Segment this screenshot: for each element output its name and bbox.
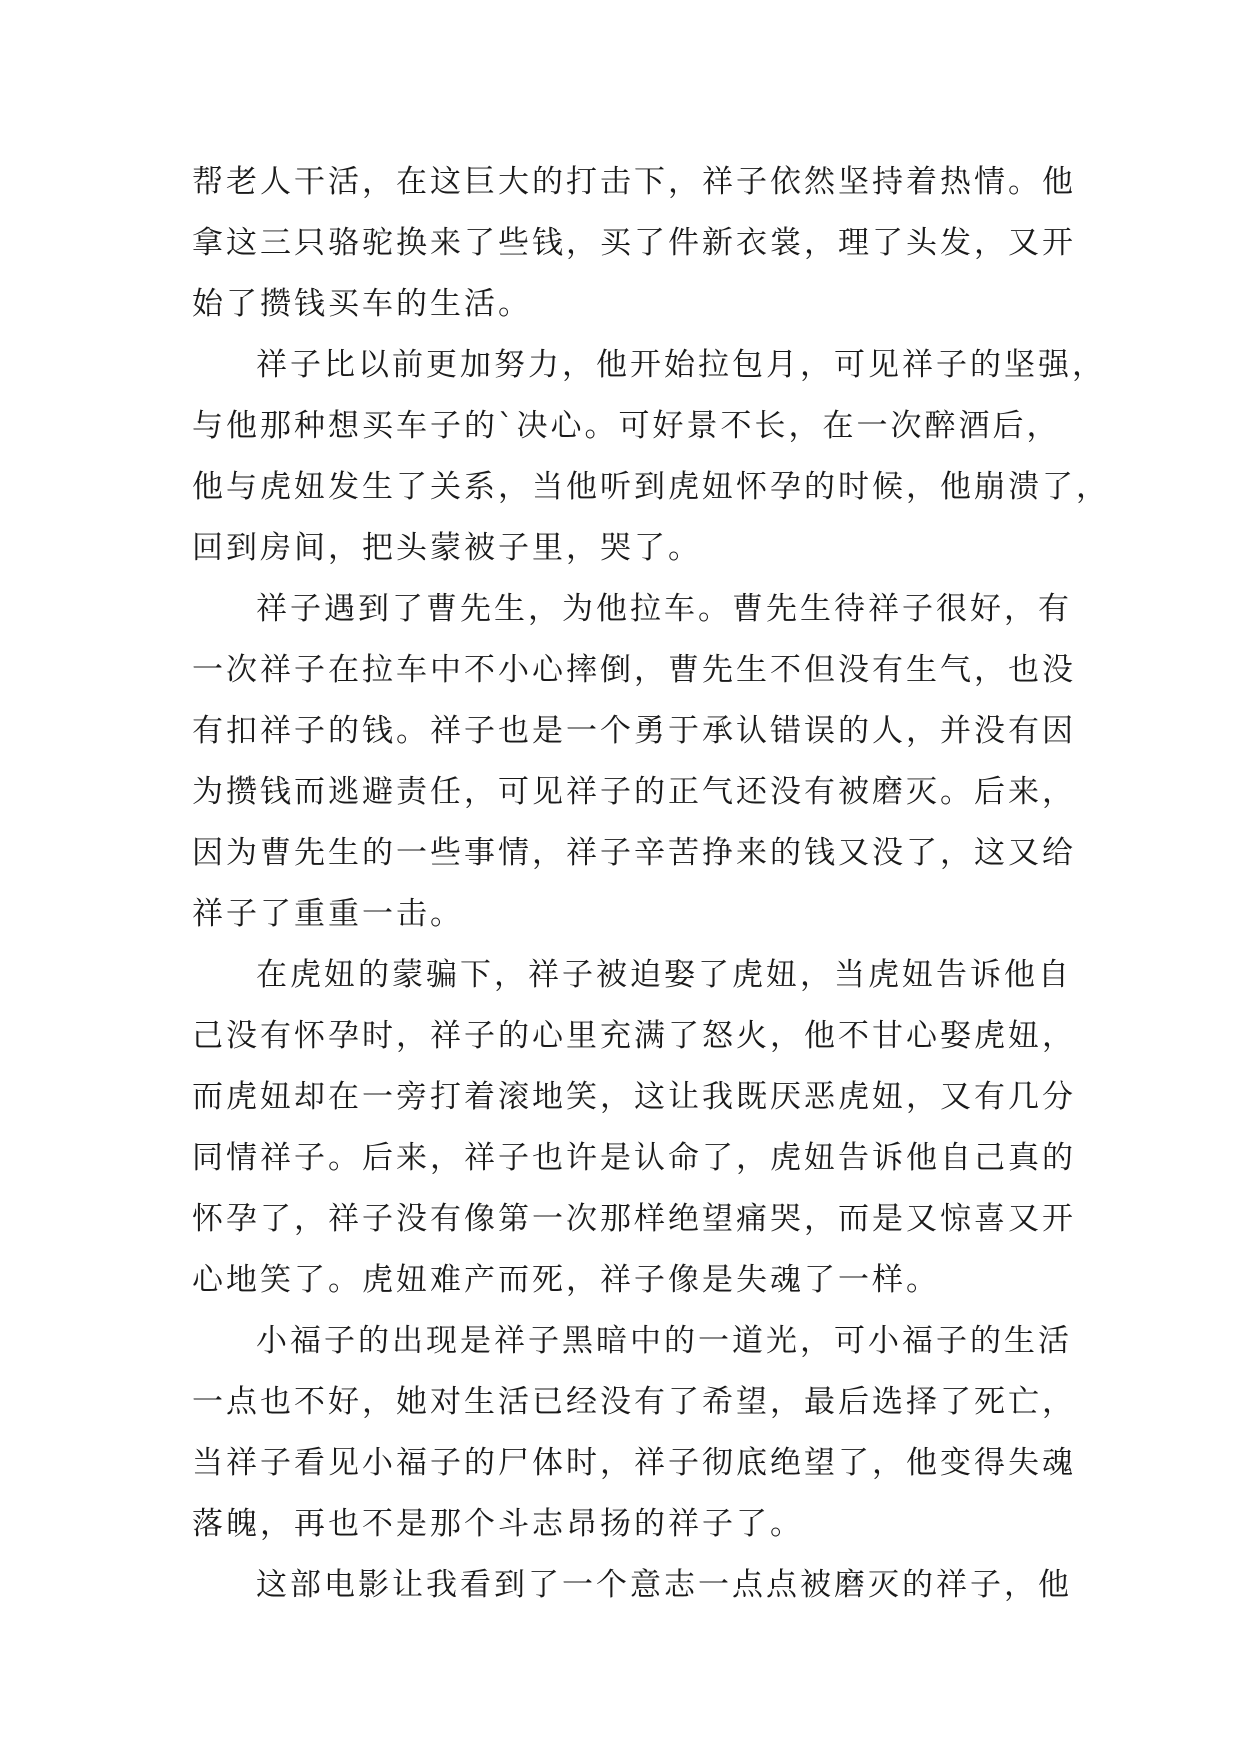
text-line: 祥子了重重一击。 — [192, 896, 464, 932]
paragraph — [192, 1555, 1072, 1616]
document-body — [192, 152, 1110, 1616]
paragraph — [192, 579, 1076, 945]
paragraph — [192, 335, 1110, 579]
text-line: 落魄，再也不是那个斗志昂扬的祥子了。 — [192, 1506, 804, 1542]
text-line: 同情祥子。后来，祥子也许是认命了，虎妞告诉他自己真的 — [192, 1140, 1076, 1176]
text-line: 拿这三只骆驼换来了些钱，买了件新衣裳，理了头发，又开 — [192, 225, 1076, 261]
text-line: 始了攒钱买车的生活。 — [192, 286, 532, 322]
text-line: 祥子比以前更加努力，他开始拉包月，可见祥子的坚强， — [256, 347, 1106, 383]
text-line: 回到房间，把头蒙被子里，哭了。 — [192, 530, 702, 566]
text-line: 怀孕了，祥子没有像第一次那样绝望痛哭，而是又惊喜又开 — [192, 1201, 1076, 1237]
text-line: 心地笑了。虎妞难产而死，祥子像是失魂了一样。 — [192, 1262, 940, 1298]
text-line: 一次祥子在拉车中不小心摔倒，曹先生不但没有生气，也没 — [192, 652, 1076, 688]
paragraph-continuation — [192, 152, 1076, 335]
paragraph — [192, 1311, 1076, 1555]
text-line: 有扣祥子的钱。祥子也是一个勇于承认错误的人，并没有因 — [192, 713, 1076, 749]
text-line: 帮老人干活，在这巨大的打击下，祥子依然坚持着热情。他 — [192, 164, 1076, 200]
text-line: 在虎妞的蒙骗下，祥子被迫娶了虎妞，当虎妞告诉他自 — [256, 957, 1072, 993]
text-line: 而虎妞却在一旁打着滚地笑，这让我既厌恶虎妞，又有几分 — [192, 1079, 1076, 1115]
text-line: 这部电影让我看到了一个意志一点点被磨灭的祥子，他 — [256, 1567, 1072, 1603]
text-line: 为攒钱而逃避责任，可见祥子的正气还没有被磨灭。后来， — [192, 774, 1076, 810]
text-line: 小福子的出现是祥子黑暗中的一道光，可小福子的生活 — [256, 1323, 1072, 1359]
text-line: 与他那种想买车子的`决心。可好景不长，在一次醉酒后， — [192, 408, 1061, 444]
text-line: 祥子遇到了曹先生，为他拉车。曹先生待祥子很好，有 — [256, 591, 1072, 627]
paragraph — [192, 945, 1076, 1311]
text-line: 当祥子看见小福子的尸体时，祥子彻底绝望了，他变得失魂 — [192, 1445, 1076, 1481]
text-line: 一点也不好，她对生活已经没有了希望，最后选择了死亡， — [192, 1384, 1076, 1420]
text-line: 他与虎妞发生了关系，当他听到虎妞怀孕的时候，他崩溃了， — [192, 469, 1110, 505]
text-line: 因为曹先生的一些事情，祥子辛苦挣来的钱又没了，这又给 — [192, 835, 1076, 871]
text-line: 己没有怀孕时，祥子的心里充满了怒火，他不甘心娶虎妞， — [192, 1018, 1076, 1054]
